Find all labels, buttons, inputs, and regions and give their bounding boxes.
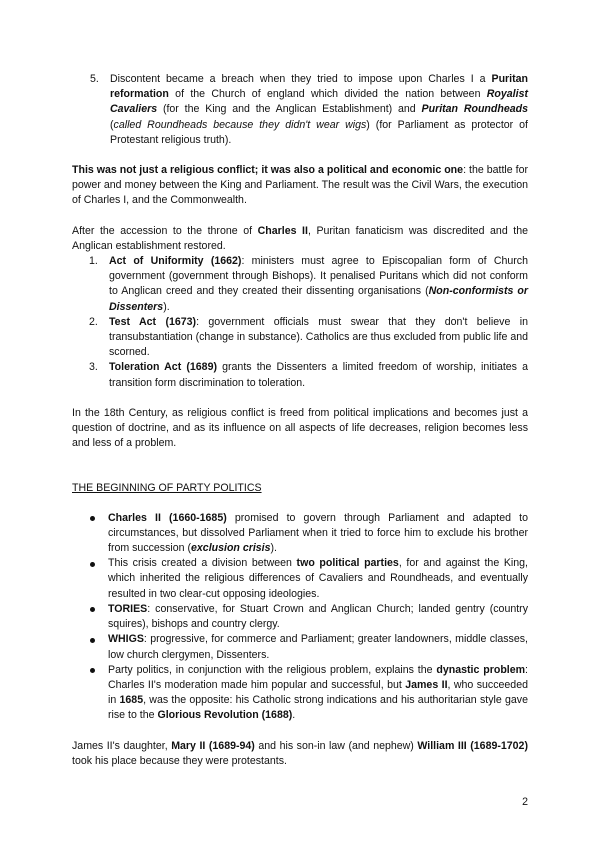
bullet-icon xyxy=(90,607,95,612)
bullet-item-whigs: WHIGS: progressive, for commerce and Parliament; greater landowners, middle classes, low church clergymen, Dissenters. xyxy=(72,632,528,662)
bullet-item-dynastic-problem: Party politics, in conjunction with the religious problem, explains the dynastic problem: Charles II's moderation made him popular and successful, but James II, who succeeded in 1685, was the opposite: his Catholic strong indications and his authoritarian style gave rise to the Glorious Revolution (1688). xyxy=(72,663,528,724)
paragraph-mary-william: James II's daughter, Mary II (1689-94) and his son-in law (and nephew) William III (1689-1702) took his place because they were protestants. xyxy=(72,739,528,767)
list-number: 5. xyxy=(90,73,99,85)
list-item-act-of-uniformity: 1. Act of Uniformity (1662): ministers must agree to Episcopalian form of Church government (government through Bishops). It penalised Puritans which did not conform to Anglican creed and they created their dissenting organisations (Non-conformists or Dissenters). xyxy=(89,255,528,313)
page-body xyxy=(72,72,528,769)
bullet-icon xyxy=(90,668,95,673)
section-heading: THE BEGINNING OF PARTY POLITICS xyxy=(72,482,262,495)
bullet-item-charles-ii: Charles II (1660-1685) promised to govern through Parliament and adapted to circumstances, but dissolved Parliament when it tried to force him to exclude his brother from succession (exclusion crisis). xyxy=(72,511,528,557)
page-number: 2 xyxy=(522,796,528,808)
party-politics-list xyxy=(72,511,528,724)
list-number: 1. xyxy=(89,255,98,268)
list-number: 2. xyxy=(89,315,98,328)
bullet-item-tories: TORIES: conservative, for Stuart Crown and Anglican Church; landed gentry (country squires), bishops and country clergy. xyxy=(72,602,528,632)
acts-list xyxy=(72,254,528,391)
paragraph-political-conflict: This was not just a religious conflict; it was also a political and economic one: the battle for power and money between the King and Parliament. The result was the Civil Wars, the execution of Charles I, and the Commonwealth. xyxy=(72,164,529,207)
list-item-toleration-act: 3. Toleration Act (1689) grants the Dissenters a limited freedom of worship, initiates a transition form discrimination to toleration. xyxy=(89,361,528,389)
bullet-icon xyxy=(90,638,95,643)
list-item-test-act: 2. Test Act (1673): government officials must swear that they don't believe in transubstantiation (change in substance). Catholics are thus excluded from public life and scorned. xyxy=(89,315,528,359)
list-number: 3. xyxy=(89,361,98,374)
bullet-item-two-parties: This crisis created a division between two political parties, for and against the King, which inherited the religious differences of Cavaliers and Roundheads, and eventually resulted in two clear-cut opposing ideologies. xyxy=(72,556,528,602)
paragraph-charles-ii-accession: After the accession to the throne of Charles II, Puritan fanaticism was discredited and the Anglican establishment restored. xyxy=(72,224,529,252)
list-item-discontent: 5. Discontent became a breach when they tried to impose upon Charles I a Puritan reformation of the Church of england which divided the nation between Royalist Cavaliers (for the King and the Anglican Establishment) and Puritan Roundheads (called Roundheads because they didn't wear wigs) (for Parliament as protector of Protestant religious truth). xyxy=(90,73,528,146)
paragraph-18th-century: In the 18th Century, as religious conflict is freed from political implications and becomes just a question of doctrine, and as its influence on all aspects of life decreases, religion becomes less and less of a problem. xyxy=(72,406,528,450)
religious-conflict-list xyxy=(72,72,528,148)
bullet-icon xyxy=(90,516,95,521)
bullet-icon xyxy=(90,562,95,567)
